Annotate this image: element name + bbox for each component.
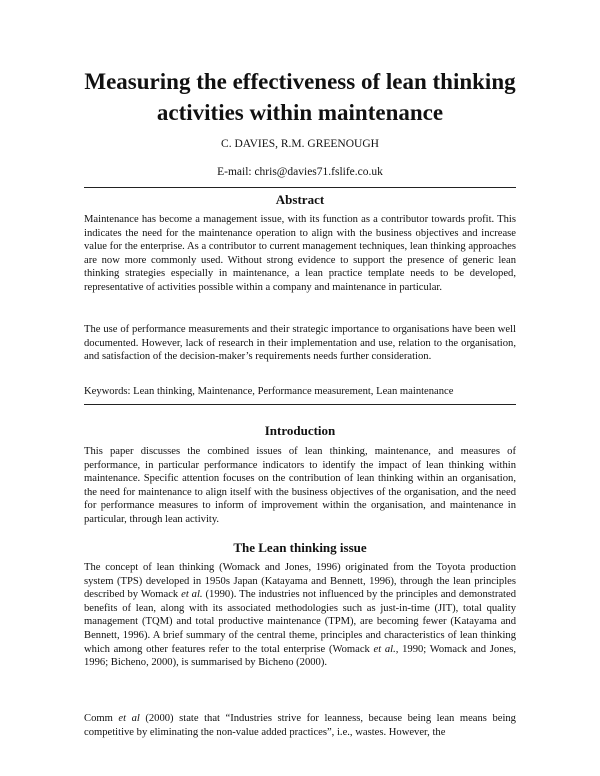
lean-p2-text-b: (2000) state that “Industries strive for leanness, because being lean means being competitive by eliminating the non-value added practices”, i.e., wastes. However, the [84, 713, 516, 738]
abstract-heading: Abstract [275, 192, 325, 207]
paper-authors: C. DAVIES, R.M. GREENOUGH [221, 138, 379, 150]
abstract-bottom-rule [84, 404, 516, 405]
lean-thinking-paragraph-2 [84, 712, 516, 739]
abstract-paragraph-2: The use of performance measurements and their strategic importance to organisations have been well documented. However, lack of research in their implementation and use, relation to the organisation, and satisfaction of the decision-maker’s requirements needs further consideration. [84, 324, 516, 363]
lean-p1-text-a: The concept of lean thinking (Womack and Jones, 1996) originated from the Toyota production system (TPS) developed in 1950s Japan (Katayama and Bennett, 1996), through the lean principles described by Womack [84, 562, 516, 601]
lean-p1-text-c: 1990; Womack and Jones, 1996; Bicheno, 2000), is summarised by Bicheno (2000). [84, 643, 516, 669]
author-email: E-mail: chris@davies71.fslife.co.uk [217, 166, 383, 178]
introduction-heading: Introduction [264, 423, 336, 438]
paper-title: Measuring the effectiveness of lean thinking activities within maintenance [84, 69, 516, 125]
lean-thinking-heading: The Lean thinking issue [233, 540, 367, 555]
keywords: Keywords: Lean thinking, Maintenance, Performance measurement, Lean maintenance [84, 386, 454, 397]
abstract-top-rule [84, 187, 516, 188]
lean-p1-text-b: (1990). The industries not influenced by the principles and demonstrated benefits of lean, along with its associated methodologies such as just-in-time (JIT), total quality management (TQM) and total productive maintenance (TPM), are becoming fewer (Katayama and Bennett, 1996). A brief summary of the central theme, principles and characteristics of lean thinking which among other features refer to the total enterprise (Womack [84, 589, 516, 655]
introduction-paragraph: This paper discusses the combined issues of lean thinking, maintenance, and measures of performance, in particular performance indicators to identify the impact of lean thinking within maintenance. Specific attention focuses on the contribution of lean thinking within an organisation, the need for maintenance to align itself with the business objectives of the organisation, and the need for performance measures to inform of improvement within the organisation, and maintenance in particular, through lean activity. [84, 446, 516, 525]
lean-p2-etal: et al [118, 713, 140, 724]
lean-p1-etal-2: et al., [373, 643, 399, 655]
abstract-paragraph-1: Maintenance has become a management issue, with its function as a contributor towards profit. This indicates the need for the maintenance operation to align with the business objectives and increase value for the enterprise. As a contributor to current management techniques, lean thinking approaches are now more commonly used. Without strong evidence to support the presence of generic lean thinking strategies especially in maintenance, a lean practice template needs to be developed, representative of activities possible within a company and maintenance in particular. [84, 214, 516, 293]
lean-p2-text-a: Comm [84, 713, 119, 724]
lean-thinking-paragraph-1 [84, 561, 516, 670]
lean-p1-etal-1: et al. [181, 589, 203, 601]
